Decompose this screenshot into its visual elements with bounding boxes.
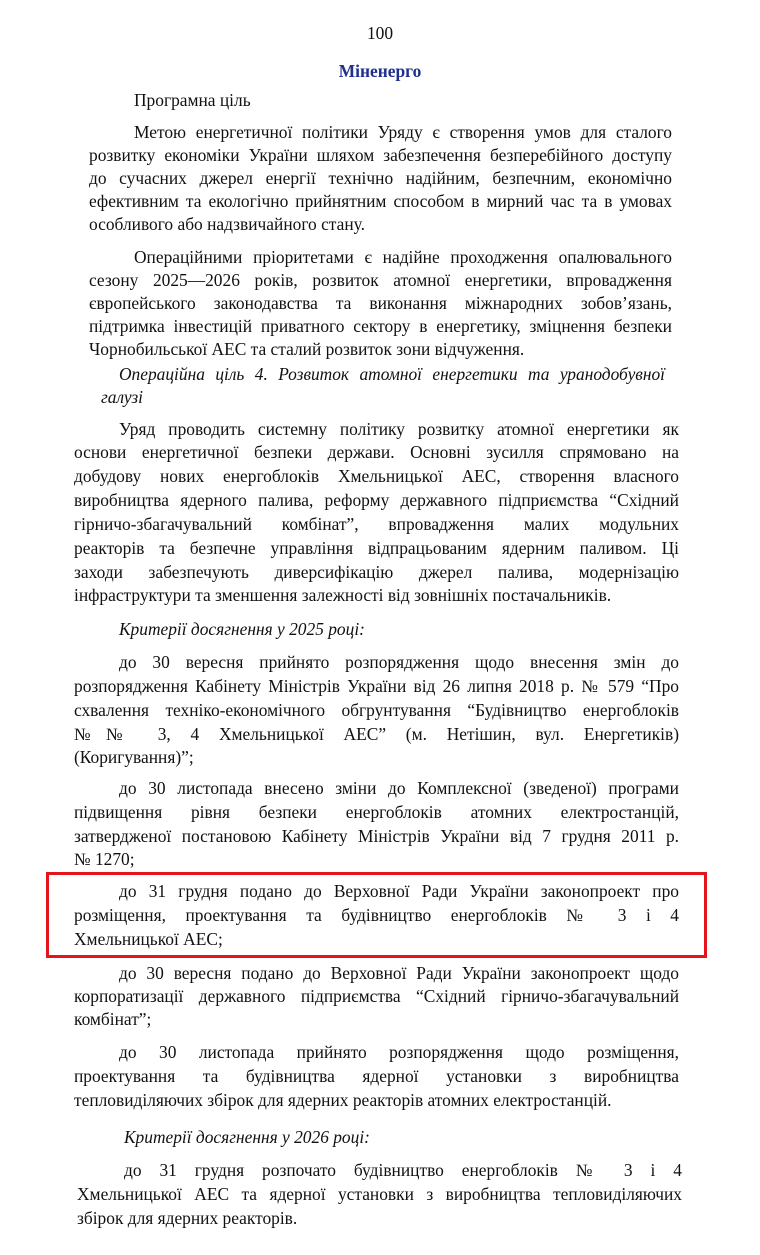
text-line: галузі <box>101 387 143 407</box>
text-line: добудову нових енергоблоків Хмельницької АЕС, створення власного <box>74 466 679 486</box>
text-line: Операційна ціль 4. Розвиток атомної енергетики та уранодобувної <box>119 364 665 384</box>
text-line: Метою енергетичної політики Уряду є створення умов для сталого <box>134 122 672 142</box>
text-line: Уряд проводить системну політику розвитку атомної енергетики як <box>119 419 679 439</box>
ministry-title: Міненерго <box>338 61 422 81</box>
section-heading: Програмна ціль <box>134 90 251 110</box>
text-line: особливого або надзвичайного стану. <box>89 214 365 234</box>
text-line: комбінат”; <box>74 1009 152 1029</box>
text-line: до 30 листопада прийнято розпорядження щодо розміщення, <box>119 1042 679 1062</box>
text-line: корпоратизації державного підприємства “Східний гірничо-збагачувальний <box>74 986 679 1006</box>
page-number: 100 <box>366 23 394 43</box>
text-line: сезону 2025—2026 років, розвиток атомної енергетики, впровадження <box>89 270 672 290</box>
text-line: європейського законодавства та виконання міжнародних зобов’язань, <box>89 293 672 313</box>
text-line: схвалення техніко-економічного обгрунтування “Будівництво енергоблоків <box>74 700 679 720</box>
text-line: розпорядження Кабінету Міністрів України від 26 липня 2018 р. № 579 “Про <box>74 676 679 696</box>
text-line: збірок для ядерних реакторів. <box>77 1208 298 1228</box>
text-line: (Коригування)”; <box>74 747 194 767</box>
text-line: Хмельницької АЕС; <box>74 929 223 949</box>
text-line: ефективним та екологічно прийнятним способом в мирний час та в умовах <box>89 191 672 211</box>
text-line: підвищення рівня безпеки енергоблоків атомних електростанцій, <box>74 802 679 822</box>
text-line: підтримка інвестицій приватного сектору в енергетику, зміцнення безпеки <box>89 316 672 336</box>
text-line: інфраструктури та зменшення залежності від зовнішніх постачальників. <box>74 585 612 605</box>
text-line: гірничо-збагачувальний комбінат”, впровадження малих модульних <box>74 514 679 534</box>
text-line: № 1270; <box>74 849 135 869</box>
text-line: розміщення, проектування та будівництво енергоблоків № 3 і 4 <box>74 905 679 925</box>
text-line: до 30 вересня прийнято розпорядження щодо внесення змін до <box>119 652 679 672</box>
text-line: розвитку економіки України шляхом забезпечення безперебійного доступу <box>89 145 672 165</box>
text-line: до 31 грудня розпочато будівництво енергоблоків № 3 і 4 <box>124 1160 682 1180</box>
criteria-2026-heading: Критерії досягнення у 2026 році: <box>124 1127 370 1147</box>
text-line: Операційними пріоритетами є надійне проходження опалювального <box>134 247 672 267</box>
text-line: до 30 листопада внесено зміни до Комплексної (зведеної) програми <box>119 778 679 798</box>
text-line: до 30 вересня подано до Верховної Ради України законопроект щодо <box>119 963 679 983</box>
text-line: затвердженої постановою Кабінету Міністрів України від 7 грудня 2011 р. <box>74 826 679 846</box>
criteria-2025-heading: Критерії досягнення у 2025 році: <box>119 619 365 639</box>
text-line: №№ 3, 4 Хмельницької АЕС” (м. Нетішин, вул. Енергетиків) <box>74 724 679 744</box>
text-line: до 31 грудня подано до Верховної Ради України законопроект про <box>119 881 679 901</box>
text-line: виробництва ядерного палива, реформу державного підприємства “Східний <box>74 490 679 510</box>
text-line: основи енергетичної безпеки держави. Основні зусилля спрямовано на <box>74 442 679 462</box>
text-line: реакторів та безпечне управління відпрацьованим ядерним паливом. Ці <box>74 538 679 558</box>
text-line: Хмельницької АЕС та ядерної установки з виробництва тепловиділяючих <box>77 1184 682 1204</box>
text-line: Чорнобильської АЕС та сталий розвиток зони відчуження. <box>89 339 525 359</box>
text-line: проектування та будівництва ядерної установки з виробництва <box>74 1066 679 1086</box>
text-line: заходи забезпечують диверсифікацію джерел палива, модернізацію <box>74 562 679 582</box>
text-line: до сучасних джерел енергії технічно надійним, безпечним, економічно <box>89 168 672 188</box>
text-line: тепловиділяючих збірок для ядерних реакторів атомних електростанцій. <box>74 1090 612 1110</box>
